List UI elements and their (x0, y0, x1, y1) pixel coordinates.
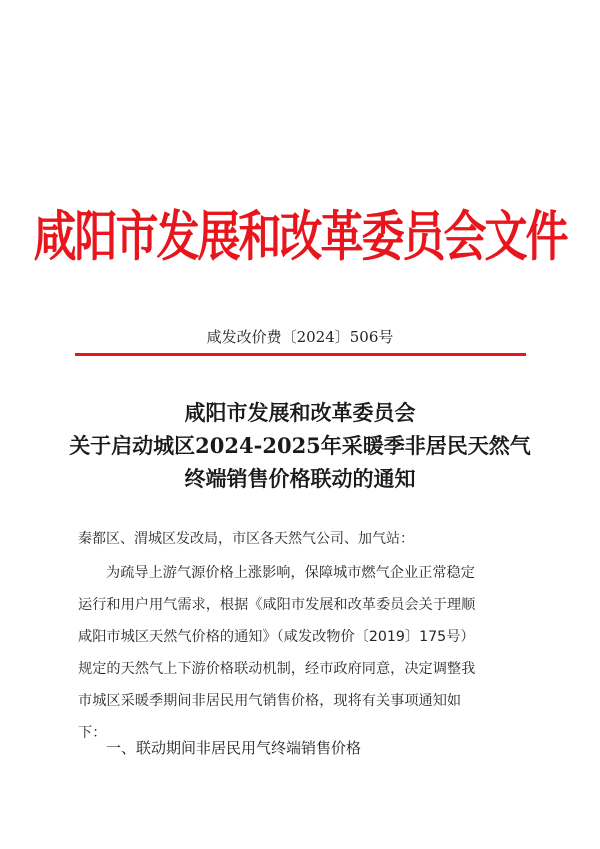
title-line-1: 咸阳市发展和改革委员会 (184, 400, 416, 425)
body-line: 咸阳市城区天然气价格的通知》（咸发改物价〔2019〕175号） (78, 629, 475, 645)
body-line: 市城区采暖季期间非居民用气销售价格，现将有关事项通知如 (78, 693, 462, 709)
addressee: 秦都区、渭城区发改局，市区各天然气公司、加气站： (78, 531, 414, 547)
section-heading: 一、联动期间非居民用气终端销售价格 (106, 739, 362, 757)
document-number: 咸发改价费〔2024〕506号 (206, 328, 394, 346)
body-paragraph (78, 557, 526, 749)
notice-title (0, 396, 600, 495)
red-separator-line (75, 353, 526, 356)
title-line-2: 关于启动城区2024-2025年采暖季非居民天然气 (69, 433, 531, 458)
body-line: 为疏导上游气源价格上涨影响，保障城市燃气企业正常稳定 (106, 565, 475, 581)
masthead-title: 咸阳市发展和改革委员会文件 (33, 206, 567, 269)
body-line: 下： (78, 725, 107, 741)
body-line: 规定的天然气上下游价格联动机制，经市政府同意，决定调整我 (78, 661, 476, 677)
body-line: 运行和用户用气需求，根据《咸阳市发展和改革委员会关于理顺 (78, 597, 476, 613)
title-line-3: 终端销售价格联动的通知 (184, 466, 416, 491)
